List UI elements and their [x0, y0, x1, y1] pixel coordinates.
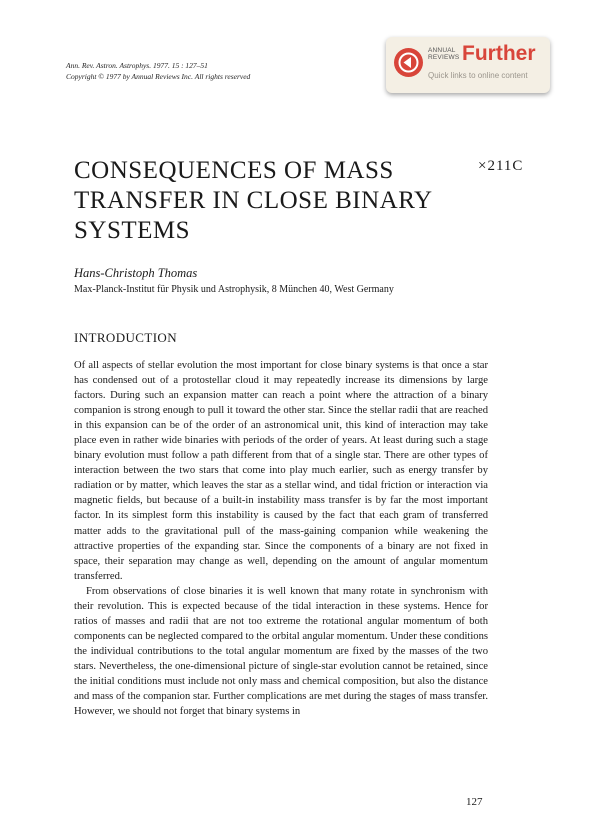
body-paragraph: Of all aspects of stellar evolution the most important for close binary systems is that once a star has condensed out of a protostellar cloud it may repeatedly increase its dimensions by large factors. During such an expansion matter can reach a point where the attraction of a binary companion is strong enough to pull it toward the other star. Since the stellar radii that are reached in this expansion can be of the order of an astronomical unit, this kind of interaction may take place even in rather wide binaries with periods of the order of years. At least during such a stage binary evolution must follow a path different from that of a single star. There are other types of interaction between the two stars that come into play much earlier, such as energy transfer by radiation or by matter, which leaves the star as a stellar wind, and tidal friction or interaction via magnetic fields, but because of a built-in instability mass transfer is by far the most important factor. In its simplest form this instability is caused by the fact that each gram of transferred matter adds to the gravitational pull of the mass-gaining companion while weakening the attractive properties of the expanding star. Since the components of a binary are not fixed in space, their separation may change as well, depending on the amount of angular momentum transferred.	[74, 360, 488, 582]
article-title	[74, 156, 474, 246]
body-paragraph: From observations of close binaries it is well known that many rotate in synchronism with their revolution. This is expected because of the tidal interaction in these systems. Hence for ratios of masses and radii that are not too extreme the rotational angular momentum of both components can be neglected compared to the orbital angular momentum. Under these conditions the individual contributions to the total angular momentum are fixed by the masses of the two stars. Nevertheless, the one-dimensional picture of single-star evolution cannot be retained, since the initial conditions must include not only mass and chemical composition, but also the distance and mass of the companion star. Further complications are met during the stages of mass transfer. However, we should not forget that binary systems in	[74, 585, 488, 718]
page-number: 127	[466, 796, 483, 808]
title-line: CONSEQUENCES OF MASS	[74, 157, 394, 184]
section-heading: INTRODUCTION	[74, 330, 178, 345]
author-affiliation: Max-Planck-Institut für Physik und Astrophysik, 8 München 40, West Germany	[74, 284, 394, 295]
author-name: Hans-Christoph Thomas	[74, 266, 198, 280]
badge-annual-reviews	[428, 47, 459, 61]
copyright-notice: Copyright © 1977 by Annual Reviews Inc. All rights reserved	[66, 72, 251, 81]
badge-reviews-label: REVIEWS	[428, 54, 460, 61]
title-line: TRANSFER IN CLOSE BINARY	[74, 187, 433, 214]
badge-subtitle: Quick links to online content	[428, 71, 528, 80]
journal-citation: Ann. Rev. Astron. Astrophys. 1977. 15 : 127–51	[66, 61, 208, 70]
badge-further-label: Further	[462, 42, 536, 65]
article-code: ×211C	[478, 158, 524, 174]
title-line: SYSTEMS	[74, 217, 191, 244]
article-body	[74, 358, 488, 719]
journal-reference	[66, 60, 250, 82]
further-reading-badge[interactable]	[386, 37, 550, 93]
badge-annual-label: ANNUAL	[428, 47, 456, 54]
back-arrow-icon	[394, 48, 423, 77]
